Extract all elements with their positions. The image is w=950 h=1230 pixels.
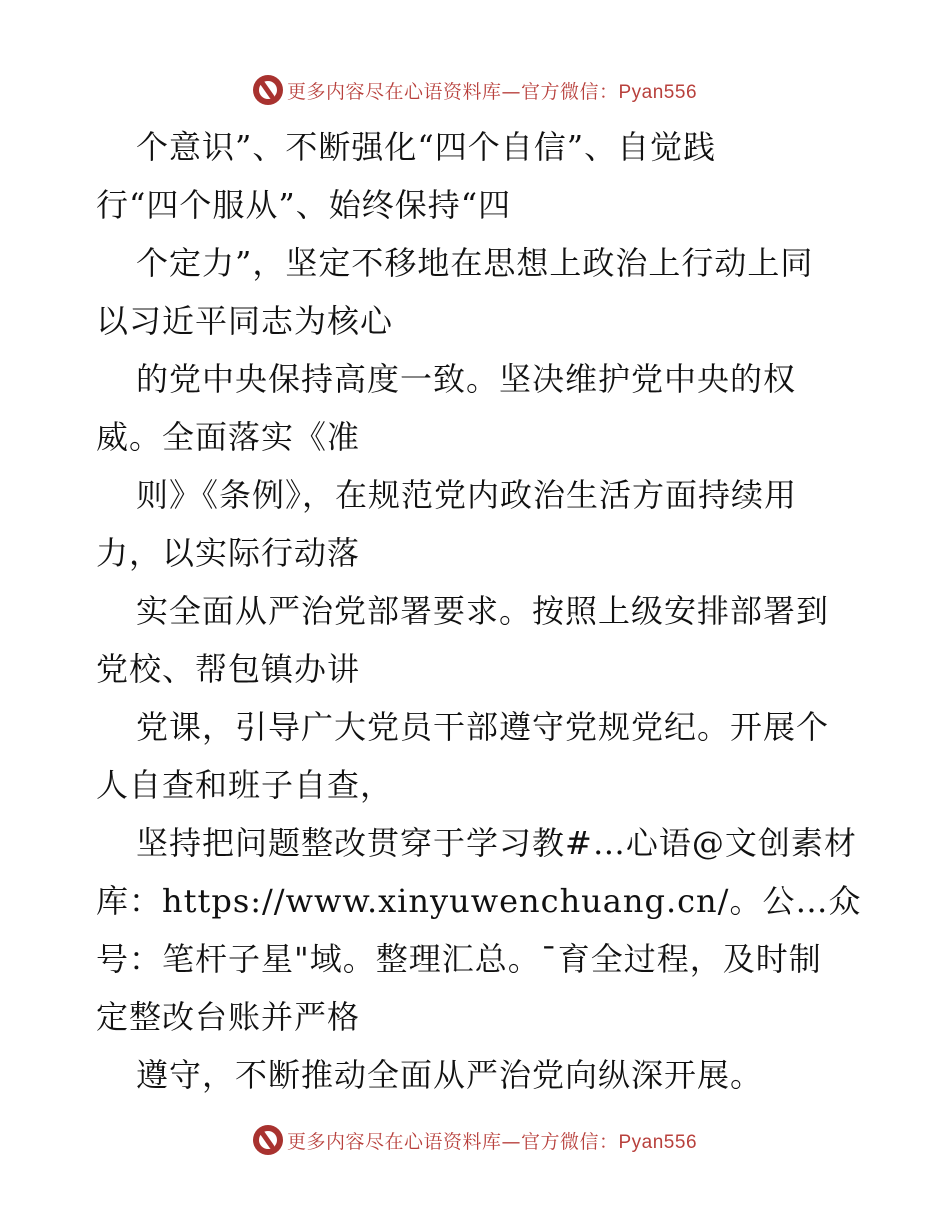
body-line: 遵守，不断推动全面从严治党向纵深开展。: [136, 1056, 764, 1094]
document-body: [96, 118, 862, 1104]
body-line: 库：https://www.xinyuwenchuang.cn/。公…众: [96, 882, 862, 920]
body-line: 行“四个服从”、始终保持“四: [96, 186, 512, 224]
footer-text: 更多内容尽在心语资料库—官方微信：Pyan556: [286, 1130, 698, 1153]
body-line: 人自查和班子自查，: [96, 766, 394, 804]
body-line: 威。全面落实《准: [96, 418, 361, 456]
footer-banner: [0, 1120, 950, 1160]
body-line: 以习近平同志为核心: [96, 302, 394, 340]
header-banner: [0, 70, 950, 110]
body-line: 实全面从严治党部署要求。按照上级安排部署到: [136, 592, 830, 630]
body-line: 坚持把问题整改贯穿于学习教#…心语@文创素材: [136, 824, 857, 862]
body-line: 定整改台账并严格: [96, 998, 361, 1036]
header-text: 更多内容尽在心语资料库—官方微信：Pyan556: [286, 80, 698, 103]
logo-icon: [253, 75, 283, 105]
body-line: 则》《条例》，在规范党内政治生活方面持续用: [136, 476, 798, 514]
body-line: 个定力”，坚定不移地在思想上政治上行动上同: [136, 244, 814, 282]
body-line: 的党中央保持高度一致。坚决维护党中央的权: [136, 360, 797, 398]
body-line: 号：笔杆子星"域。整理汇总。¯育全过程，及时制: [96, 940, 822, 978]
body-line: 党校、帮包镇办讲: [96, 650, 361, 688]
body-line: 党课，引导广大党员干部遵守党规党纪。开展个: [136, 708, 830, 746]
header-wechat-id: Pyan556: [618, 81, 698, 103]
footer-wechat-id: Pyan556: [618, 1131, 698, 1153]
body-line: 个意识”、不断强化“四个自信”、自觉践: [136, 128, 717, 166]
logo-icon: [253, 1125, 283, 1155]
body-line: 力，以实际行动落: [96, 534, 361, 572]
